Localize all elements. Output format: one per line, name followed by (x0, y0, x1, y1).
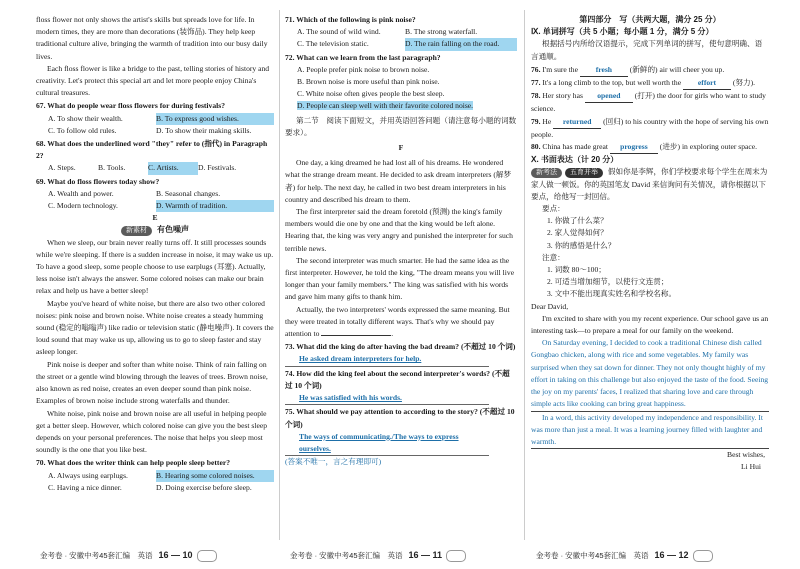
question-68-stem: 68. What does the underlined word "they" refer to (指代) in Paragraph 2? (36, 139, 268, 161)
option-d-correct[interactable]: D. People can sleep well with their favorite colored noise. (297, 101, 474, 111)
question-70-options (36, 470, 274, 494)
passage-f-paragraph: The first interpreter said the dream foretold (预测) the king's family members would die one by one and that the king would be left alone. Hearing that, the king was very angry and punished the interpreter for such terrible news. (285, 207, 513, 253)
question-71-options (285, 26, 517, 50)
new-method-badge: 新考法 (531, 168, 562, 178)
question-73-stem: 73. What did the king do after having the bad dream? (不超过 10 个词) (285, 342, 516, 352)
essay-paragraph-2[interactable]: In a word, this activity developed my independence and responsibility. It was more than just a meal. It was a learning journey filled with laughter and warmth. (531, 412, 769, 450)
option-a[interactable]: A. Always using earplugs. (48, 470, 128, 480)
note-item: 3. 文中不能出现真实姓名和学校名称。 (547, 289, 677, 299)
passage-e-paragraph: White noise, pink noise and brown noise are all useful in helping people get a better sleep. However, which colored noise can give you the best sleep depends on your personal preferences. The noise that helps you sleep most soundly is the one that you like best. (36, 408, 268, 455)
note-item: 2. 可适当增加细节，以使行文连贯； (547, 277, 669, 287)
word-78: 78. Her story has opened (打开) the door for girls who want to study science. (531, 91, 766, 114)
option-c-correct[interactable]: C. Artists. (148, 162, 198, 174)
word-79-answer[interactable]: returned (553, 116, 601, 129)
option-d-correct[interactable]: D. The rain falling on the road. (405, 38, 517, 50)
question-71-stem: 71. Which of the following is pink noise? (285, 15, 416, 24)
question-72-stem: 72. What can we learn from the last paragraph? (285, 52, 441, 62)
word-77-answer[interactable]: effort (683, 77, 731, 90)
question-75-stem: 75. What should we pay attention to according to the story? (不超过 10 个词) (285, 407, 515, 429)
point-item: 1. 你做了什么菜？ (547, 216, 608, 226)
option-c[interactable]: C. The television static. (297, 39, 369, 49)
answer-note: (答案不唯一，言之有理即可) (285, 457, 382, 467)
letter-closing: Best wishes, (727, 450, 765, 460)
footer-page-11: 金考卷 · 安徽中考45套汇编 英语 16 — 11 (290, 548, 466, 562)
part-4-title: 第四部分 写（共两大题，满分 25 分） (579, 15, 721, 24)
section-e-tag (36, 224, 274, 236)
page-number: 16 — 12 (654, 550, 689, 560)
section-2-instructions: 第二节 阅读下面短文，并用英语回答问题（请注意每小题的词数要求）。 (285, 115, 517, 137)
option-c[interactable]: C. To follow old rules. (48, 125, 117, 135)
essay-paragraph-1[interactable]: On Saturday evening, I decided to cook a traditional Chinese dish called Gongbao chicken, along with rice and some vegetables. My family was surprised when they sat down for dinner. They not only thought highly of my effort in taking on this challenge but also enjoyed the taste of the food. Seeing the joy on my parents' faces, I realized that sharing love and care through simple acts like cooking can bring great happiness. (531, 337, 769, 411)
passage-f-paragraph: One day, a king dreamed he had lost all of his dreams. He wondered what the strange dream meant. He decided to ask dream interpreters (解梦者) for help. The next day, he called in two best dream interpreters in his country and described his dream to them. (285, 158, 512, 204)
column-left (36, 14, 274, 494)
option-a[interactable]: A. Wealth and power. (48, 188, 114, 198)
passage-d-paragraph: Each floss flower is like a bridge to the past, telling stories of history and creativity. Let's protect this special art and let more people enjoy China's cultural treasures. (36, 63, 270, 98)
word-80: 80. China has made great progress (进步) in exploring outer space. (531, 141, 769, 154)
question-70-stem: 70. What does the writer think can help people sleep better? (36, 458, 230, 468)
note-item: 1. 词数 80～100； (547, 265, 606, 275)
column-right (531, 14, 769, 474)
column-divider (279, 10, 280, 540)
question-69-stem: 69. What do floss flowers today show? (36, 176, 160, 186)
letter-salutation: Dear David, (531, 301, 569, 311)
column-divider (524, 10, 525, 540)
option-b[interactable]: B. The strong waterfall. (405, 27, 478, 37)
option-d[interactable]: D. To show their making skills. (156, 125, 252, 135)
page-number: 16 — 10 (158, 550, 193, 560)
section-e-letter: E (152, 213, 158, 223)
passage-e-paragraph: When we sleep, our brain never really turns off. It still processes sounds while we're sleeping. If there is a sudden increase in noise, it may wake us up. To have a good sleep, some people choose to use earplugs (耳塞). Actually, less noise isn't always the answer. Some colored noises can make our brain relax and help us have a better sleep! (36, 237, 274, 296)
logo-icon (197, 550, 217, 562)
passage-e-paragraph: Maybe you've heard of white noise, but there are also two other colored noises: pink noise and brown noise. White noise creates a steady humming sound (稳定的嗡嗡声) like radio or television static (静电噪声). It covers the loud sound that may wake us up, allowing us to go to sleep faster and stay asleep longer. (36, 298, 274, 357)
section-9-title: Ⅸ. 单词拼写（共 5 小题；每小题 1 分，满分 5 分） (531, 27, 714, 37)
point-item: 2. 家人觉得如何？ (547, 228, 608, 238)
passage-e-paragraph: Pink noise is deeper and softer than white noise. Think of rain falling on the street or a gentle wind blowing through the leaves of trees. Brown noise, also known as red noise, creates an even deeper sound than pink noise. Examples of brown noise include strong waterfalls and thunder. (36, 359, 268, 406)
option-d[interactable]: D. Festivals. (198, 163, 237, 173)
question-74-answer[interactable]: He was satisfied with his words. (285, 392, 489, 405)
section-10-title: Ⅹ. 书面表达（计 20 分） (531, 155, 619, 165)
option-a[interactable]: A. Steps. (48, 163, 76, 173)
logo-icon (693, 550, 713, 562)
answer-blank[interactable] (321, 335, 391, 336)
option-b[interactable]: B. Tools. (98, 163, 126, 173)
question-72-options (285, 64, 517, 113)
question-69-options (36, 188, 274, 212)
word-77: 77. It's a long climb to the top, but well worth the effort (努力). (531, 77, 769, 90)
notes-title: 注意： (542, 252, 565, 262)
footer-page-10: 金考卷 · 安徽中考45套汇编 英语 16 — 10 (40, 548, 217, 562)
option-b[interactable]: B. Brown noise is more useful than pink noise. (297, 77, 440, 87)
question-73-answer[interactable]: He asked dream interpreters for help. (285, 353, 489, 366)
word-80-answer[interactable]: progress (610, 141, 658, 154)
writing-prompt: 新考法 五育并举 假如你是李辉，你们学校要求每个学生在周末为家人做一顿饭。你的英国笔友 David 来信询问有关情况，请你根据以下要点，给他写一封回信。 (531, 167, 768, 201)
points-title: 要点： (542, 204, 565, 214)
logo-icon (446, 550, 466, 562)
option-a[interactable]: A. To show their wealth. (48, 113, 123, 123)
option-b-correct[interactable]: B. Hearing some colored noises. (156, 470, 274, 482)
option-b[interactable]: B. Seasonal changes. (156, 188, 221, 198)
passage-d-paragraph: floss flower not only shows the artist's skills but spreads love for life. In modern times, they are more than decorations (装饰品). They help keep traditional culture alive, bringing the warmth of tradition into our busy daily lives. (36, 15, 268, 61)
passage-f-paragraph: Actually, the two interpreters' words expressed the same meaning. But they were treated in totally different ways. That's why we should pay attention to . (285, 304, 510, 339)
footer-page-12: 金考卷 · 安徽中考45套汇编 英语 16 — 12 (536, 548, 713, 562)
option-c[interactable]: C. Having a nice dinner. (48, 482, 122, 492)
five-education-badge: 五育并举 (565, 168, 603, 178)
question-68-options (36, 162, 274, 174)
question-67-options (36, 113, 274, 137)
word-76: 76. I'm sure the fresh (新鲜的) air will cheer you up. (531, 64, 769, 77)
option-c[interactable]: C. Modern technology. (48, 201, 118, 211)
option-a[interactable]: A. People prefer pink noise to brown noise. (297, 64, 430, 74)
option-d-correct[interactable]: D. Warmth of tradition. (156, 200, 274, 212)
point-item: 3. 你的感悟是什么？ (547, 240, 616, 250)
question-67-stem: 67. What do people wear floss flowers for during festivals? (36, 101, 225, 111)
option-c[interactable]: C. White noise often gives people the best sleep. (297, 89, 445, 99)
word-79: 79. He returned (回归) to his country with the hope of serving his own people. (531, 116, 769, 139)
page-number: 16 — 11 (408, 550, 443, 560)
passage-f-paragraph: The second interpreter was much smarter. He had the same idea as the first interpreter. However, he told the king, "The dream means you will live longer than your family members." The king was satisfied with his words and gave him many gifts to thank him. (285, 255, 515, 302)
letter-intro: I'm excited to share with you my recent experience. Our school gave us an interesting task—to prepare a meal for our family on the weekend. (531, 313, 769, 336)
new-material-badge: 新素材 (121, 226, 152, 236)
option-a[interactable]: A. The sound of wild wind. (297, 27, 381, 37)
word-78-answer[interactable]: opened (585, 90, 633, 103)
option-d[interactable]: D. Doing exercise before sleep. (156, 482, 252, 492)
word-76-answer[interactable]: fresh (580, 64, 628, 77)
topic-title: 有色噪声 (156, 225, 189, 235)
option-b-correct[interactable]: B. To express good wishes. (156, 113, 274, 125)
question-74-stem: 74. How did the king feel about the second interpreter's words? (不超过 10 个词) (285, 368, 510, 390)
section-9-instructions: 根据括号内所给汉语提示，完成下列单词的拼写，使句意明确、语言通顺。 (531, 39, 763, 61)
letter-signature: Li Hui (740, 462, 761, 472)
question-75-answer[interactable]: The ways of communicating./The ways to express ourselves. (285, 431, 489, 456)
column-middle (285, 14, 517, 468)
section-f-letter: F (398, 143, 404, 153)
